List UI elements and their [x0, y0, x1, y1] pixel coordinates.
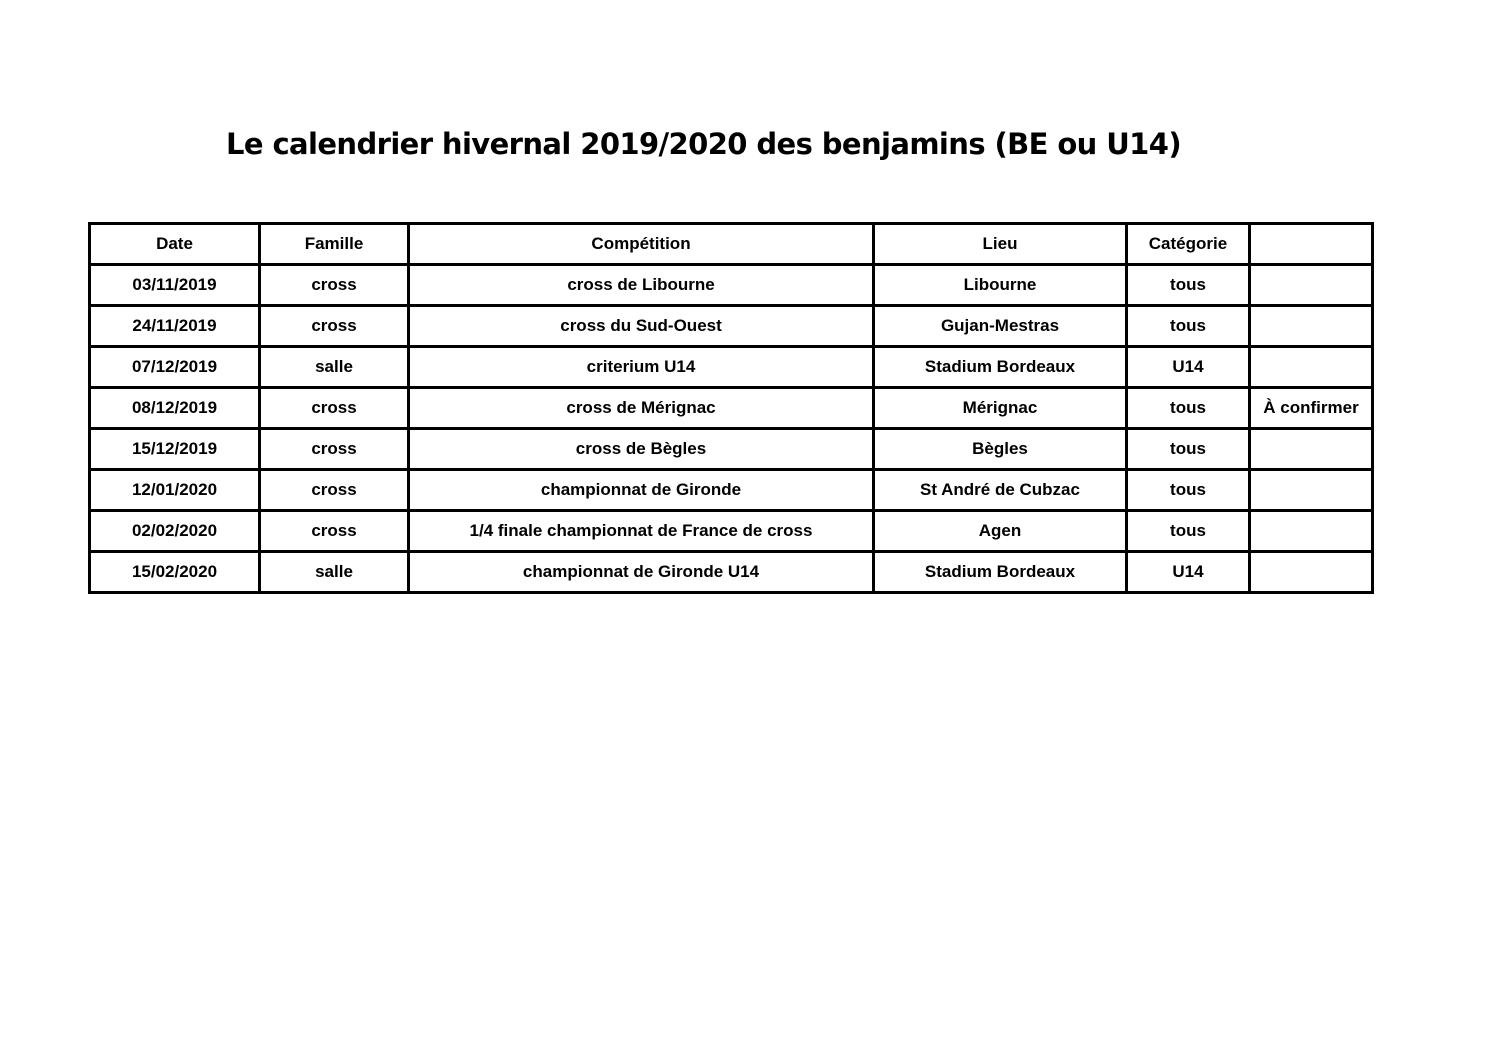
calendar-table [88, 222, 1374, 594]
cell-lieu: Stadium Bordeaux [874, 552, 1127, 593]
cell-date: 03/11/2019 [90, 265, 260, 306]
table-row [90, 429, 1373, 470]
cell-date: 12/01/2020 [90, 470, 260, 511]
cell-competition: 1/4 finale championnat de France de cross [409, 511, 874, 552]
table-row [90, 552, 1373, 593]
cell-competition: championnat de Gironde U14 [409, 552, 874, 593]
header-lieu: Lieu [874, 224, 1127, 265]
cell-famille: cross [260, 306, 409, 347]
table-row [90, 470, 1373, 511]
cell-categorie: tous [1127, 388, 1250, 429]
cell-note [1250, 265, 1373, 306]
page-title: Le calendrier hivernal 2019/2020 des benjamins (BE ou U14) [226, 127, 1181, 161]
table-row [90, 265, 1373, 306]
cell-competition: criterium U14 [409, 347, 874, 388]
cell-date: 07/12/2019 [90, 347, 260, 388]
cell-lieu: Libourne [874, 265, 1127, 306]
header-categorie: Catégorie [1127, 224, 1250, 265]
cell-competition: cross du Sud-Ouest [409, 306, 874, 347]
cell-date: 15/02/2020 [90, 552, 260, 593]
cell-famille: cross [260, 470, 409, 511]
cell-categorie: tous [1127, 470, 1250, 511]
table-row [90, 347, 1373, 388]
cell-categorie: tous [1127, 429, 1250, 470]
cell-note [1250, 552, 1373, 593]
header-famille: Famille [260, 224, 409, 265]
cell-note: À confirmer [1250, 388, 1373, 429]
cell-famille: salle [260, 552, 409, 593]
cell-competition: cross de Libourne [409, 265, 874, 306]
cell-competition: championnat de Gironde [409, 470, 874, 511]
cell-competition: cross de Bègles [409, 429, 874, 470]
cell-lieu: Gujan-Mestras [874, 306, 1127, 347]
cell-categorie: tous [1127, 265, 1250, 306]
cell-date: 02/02/2020 [90, 511, 260, 552]
cell-lieu: Agen [874, 511, 1127, 552]
cell-note [1250, 347, 1373, 388]
header-date: Date [90, 224, 260, 265]
cell-note [1250, 429, 1373, 470]
header-row [90, 224, 1373, 265]
cell-note [1250, 511, 1373, 552]
table-row [90, 388, 1373, 429]
cell-date: 24/11/2019 [90, 306, 260, 347]
cell-date: 15/12/2019 [90, 429, 260, 470]
table-row [90, 511, 1373, 552]
cell-categorie: U14 [1127, 552, 1250, 593]
cell-competition: cross de Mérignac [409, 388, 874, 429]
cell-categorie: tous [1127, 306, 1250, 347]
cell-famille: cross [260, 511, 409, 552]
cell-note [1250, 306, 1373, 347]
header-competition: Compétition [409, 224, 874, 265]
cell-famille: cross [260, 388, 409, 429]
header-note [1250, 224, 1373, 265]
cell-famille: cross [260, 265, 409, 306]
cell-famille: cross [260, 429, 409, 470]
cell-lieu: St André de Cubzac [874, 470, 1127, 511]
cell-lieu: Stadium Bordeaux [874, 347, 1127, 388]
cell-lieu: Bègles [874, 429, 1127, 470]
cell-categorie: tous [1127, 511, 1250, 552]
cell-note [1250, 470, 1373, 511]
cell-famille: salle [260, 347, 409, 388]
cell-date: 08/12/2019 [90, 388, 260, 429]
cell-categorie: U14 [1127, 347, 1250, 388]
cell-lieu: Mérignac [874, 388, 1127, 429]
table-row [90, 306, 1373, 347]
